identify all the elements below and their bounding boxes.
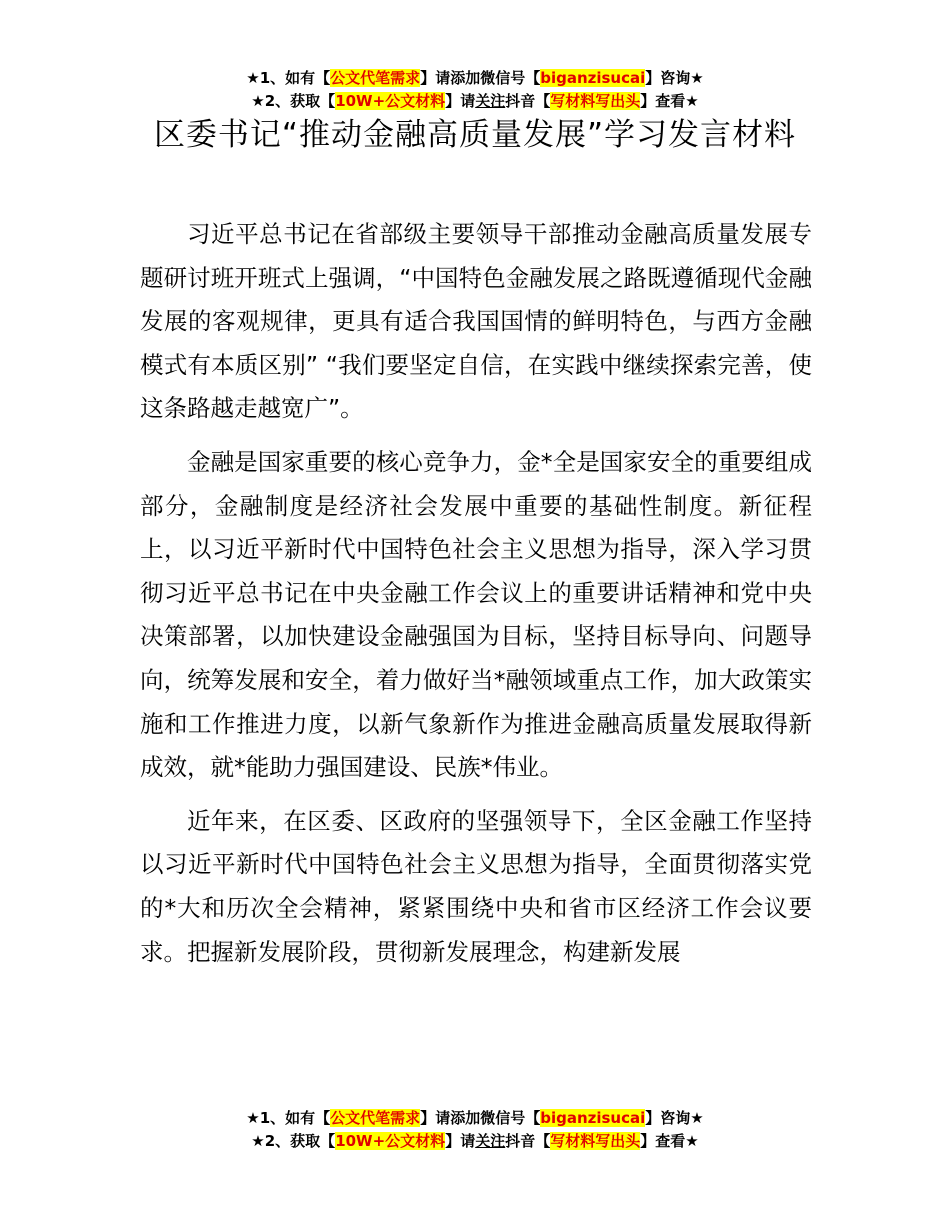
footer-underline-follow: 关注 (475, 1132, 506, 1150)
banner-underline-follow: 关注 (475, 92, 506, 110)
footer-line-1-prefix: ★1、如有【 (246, 1109, 331, 1127)
banner-highlight-wechat-id: biganzisucai (540, 69, 646, 87)
footer-line-2-suffix: 】查看★ (640, 1132, 699, 1150)
document-body (140, 213, 812, 984)
banner-line-2-suffix: 】查看★ (640, 92, 699, 110)
banner-line-2-mid2: 抖音【 (505, 92, 551, 110)
paragraph-2: 金融是国家重要的核心竞争力，金*全是国家安全的重要组成部分，金融制度是经济社会发展中重要的基础性制度。新征程上，以习近平新时代中国特色社会主义思想为指导，深入学习贯彻习近平总书记在中央金融工作会议上的重要讲话精神和党中央决策部署，以加快建设金融强国为目标，坚持目标导向、问题导向，统筹发展和安全，着力做好当*融领域重点工作，加大政策实施和工作推进力度，以新气象新作为推进金融高质量发展取得新成效，就*能助力强国建设、民族*伟业。 (140, 447, 812, 782)
banner-line-1-prefix: ★1、如有【 (246, 69, 331, 87)
banner-highlight-douyin: 写材料写出头 (550, 92, 641, 110)
document-title: 区委书记“推动金融高质量发展”学习发言材料 (153, 117, 797, 153)
footer-banner (0, 1107, 950, 1153)
banner-line-2 (0, 90, 950, 113)
banner-highlight-ghostwriting: 公文代笔需求 (330, 69, 421, 87)
footer-line-1 (0, 1107, 950, 1130)
footer-highlight-douyin: 写材料写出头 (550, 1132, 641, 1150)
paragraph-3: 近年来，在区委、区政府的坚强领导下，全区金融工作坚持以习近平新时代中国特色社会主义思想为指导，全面贯彻落实党的*大和历次全会精神，紧紧围绕中央和省市区经济工作会议要求。把握新发展阶段，贯彻新发展理念，构建新发展 (140, 806, 812, 966)
banner-line-2-mid1: 】请 (445, 92, 476, 110)
paragraph-1: 习近平总书记在省部级主要领导干部推动金融高质量发展专题研讨班开班式上强调，“中国特色金融发展之路既遵循现代金融发展的客观规律，更具有适合我国国情的鲜明特色，与西方金融模式有本质区别” “我们要坚定自信，在实践中继续探索完善，使这条路越走越宽广”。 (140, 220, 812, 423)
banner-line-1-suffix: 】咨询★ (645, 69, 704, 87)
banner-highlight-materials: 10W+公文材料 (335, 92, 446, 110)
footer-line-2-mid1: 】请 (445, 1132, 476, 1150)
footer-line-2 (0, 1130, 950, 1153)
footer-line-1-suffix: 】咨询★ (645, 1109, 704, 1127)
footer-highlight-ghostwriting: 公文代笔需求 (330, 1109, 421, 1127)
footer-highlight-wechat-id: biganzisucai (540, 1109, 646, 1127)
banner-line-1 (0, 67, 950, 90)
footer-line-2-mid2: 抖音【 (505, 1132, 551, 1150)
banner-line-1-mid: 】请添加微信号【 (420, 69, 541, 87)
footer-line-2-prefix: ★2、获取【 (251, 1132, 336, 1150)
banner-line-2-prefix: ★2、获取【 (251, 92, 336, 110)
header-banner (0, 67, 950, 113)
footer-highlight-materials: 10W+公文材料 (335, 1132, 446, 1150)
footer-line-1-mid: 】请添加微信号【 (420, 1109, 541, 1127)
